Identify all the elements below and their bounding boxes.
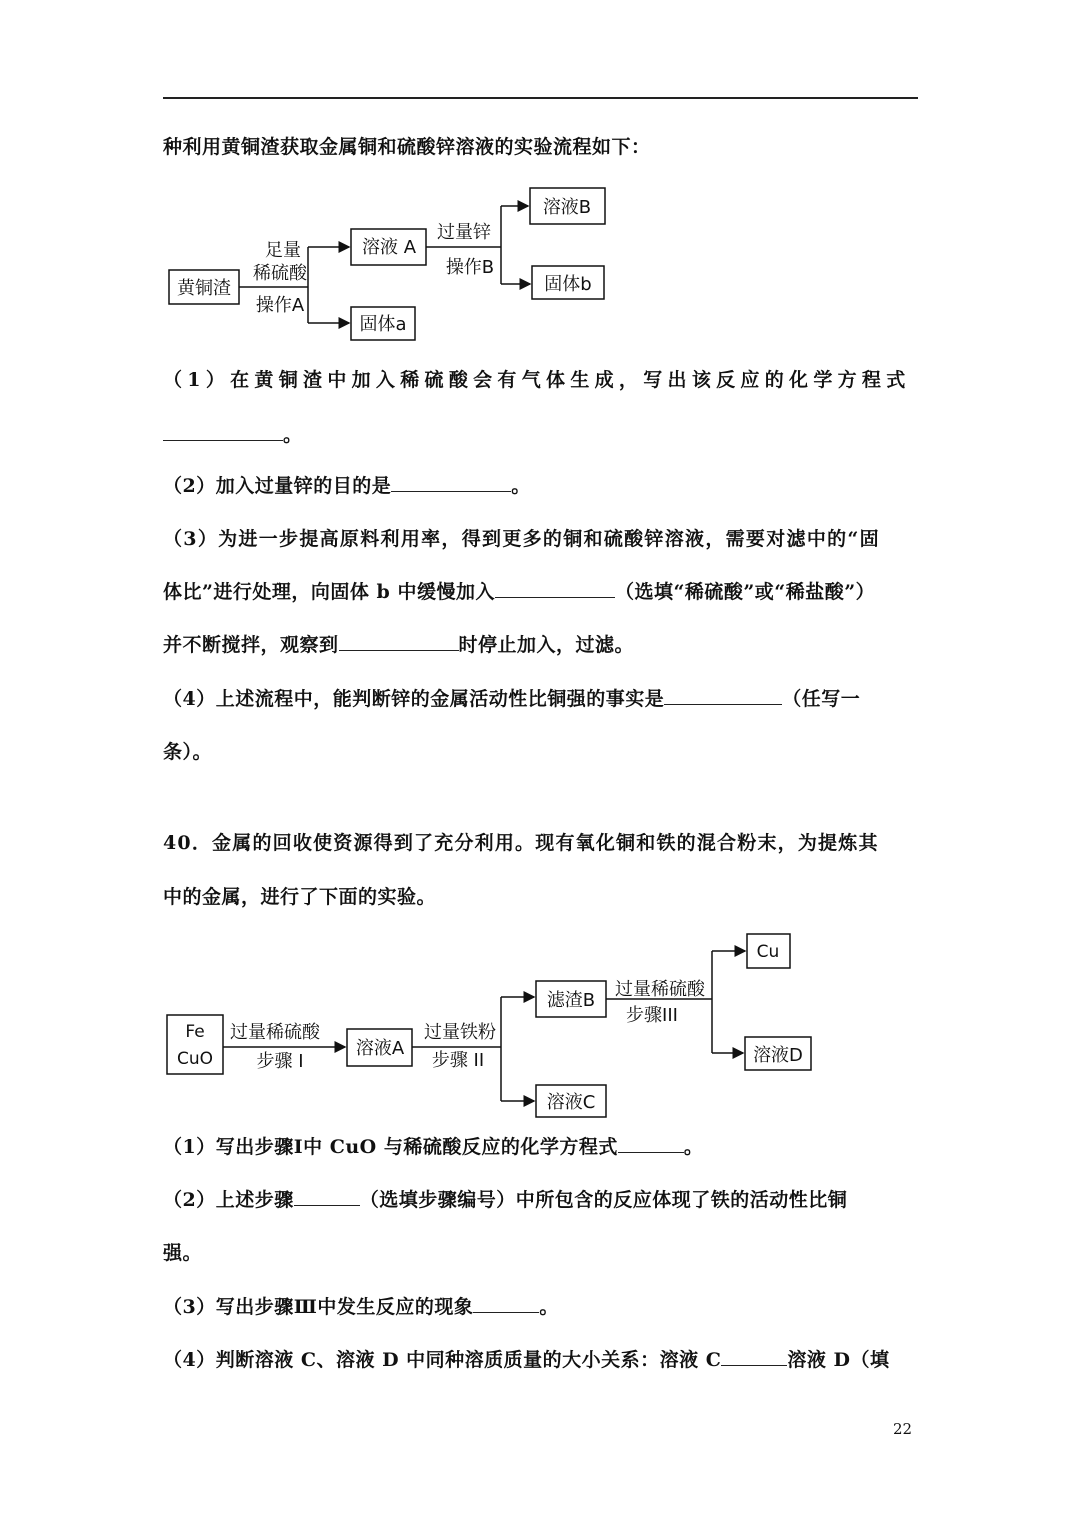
label-solid-b: 固体b (544, 274, 592, 295)
q40-intro-line2: 中的金属，进行了下面的实验。 (163, 886, 437, 908)
answer-blank (163, 422, 283, 441)
label-reagent3: 过量稀硫酸 (615, 979, 705, 1000)
q39-p4-line1: （4）上述流程中，能判断锌的金属活动性比铜强的事实是 （任写一 (163, 688, 861, 710)
label-reagent1-b: 稀硫酸 (253, 263, 307, 284)
label-fe: Fe (185, 1022, 205, 1042)
label-step1: 步骤 I (256, 1051, 304, 1072)
label-solution-b: 溶液B (542, 197, 592, 218)
answer-blank (473, 1294, 539, 1313)
label-solution-c: 溶液C (546, 1092, 596, 1113)
label-solution-d: 溶液D (753, 1045, 803, 1066)
intro-text: 种利用黄铜渣获取金属铜和硫酸锌溶液的实验流程如下： (163, 136, 651, 158)
label-step3: 步骤III (626, 1005, 678, 1026)
q39-p3-line3: 并不断搅拌，观察到 时停止加入，过滤。 (163, 634, 635, 656)
label-reagent1: 过量稀硫酸 (230, 1022, 320, 1043)
flow-diagram-2 (160, 928, 820, 1123)
q39-p1-line2: 。 (163, 422, 923, 448)
answer-blank (721, 1347, 787, 1366)
q39-p3-line1: （3）为进一步提高原料利用率，得到更多的铜和硫酸锌溶液，需要对滤中的“固 (163, 528, 880, 550)
answer-blank (664, 686, 782, 705)
label-op-b: 操作B (445, 257, 495, 278)
q39-p4-line2: 条）。 (163, 741, 213, 763)
q39-p3-line2: 体比”进行处理，向固体 b 中缓慢加入 （选填“稀硫酸”或“稀盐酸”） (163, 581, 876, 603)
q40-p1: （1）写出步骤Ⅰ中 CuO 与稀硫酸反应的化学方程式 。 (163, 1136, 704, 1158)
label-op-a: 操作A (255, 295, 305, 316)
label-step2: 步骤 II (431, 1050, 485, 1071)
header-rule (163, 97, 918, 99)
label-cu: Cu (756, 942, 780, 962)
q40-p2-line1: （2）上述步骤 （选填步骤编号）中所包含的反应体现了铁的活动性比铜 (163, 1189, 848, 1211)
label-reagent2: 过量铁粉 (424, 1022, 496, 1043)
q40-p4: （4）判断溶液 C、溶液 D 中同种溶质质量的大小关系：溶液 C 溶液 D（填 (163, 1349, 890, 1371)
page-number: 22 (893, 1420, 913, 1438)
q39-p2: （2）加入过量锌的目的是 。 (163, 475, 531, 497)
q40-p2-line2: 强。 (163, 1242, 203, 1264)
answer-blank (618, 1134, 684, 1153)
q40-p3: （3）写出步骤Ⅲ中发生反应的现象 。 (163, 1296, 559, 1318)
label-solid-a: 固体a (359, 314, 407, 335)
q40-intro-line1: 40．金属的回收使资源得到了充分利用。现有氧化铜和铁的混合粉末，为提炼其 (163, 832, 879, 854)
flow-diagram-1 (160, 180, 620, 345)
q39-p1-line1: （1）在黄铜渣中加入稀硫酸会有气体生成，写出该反应的化学方程式 (163, 369, 911, 391)
label-solution-a: 溶液 A (361, 237, 417, 258)
label-brass-slag: 黄铜渣 (177, 278, 231, 299)
label-cuo: CuO (176, 1049, 214, 1069)
label-reagent2: 过量锌 (437, 222, 491, 243)
answer-blank (495, 579, 615, 598)
answer-blank (294, 1187, 360, 1206)
label-residue-b: 滤渣B (546, 990, 596, 1011)
answer-blank (391, 473, 511, 492)
label-solution-a: 溶液A (355, 1038, 405, 1059)
label-reagent1-a: 足量 (265, 240, 301, 261)
answer-blank (339, 632, 459, 651)
